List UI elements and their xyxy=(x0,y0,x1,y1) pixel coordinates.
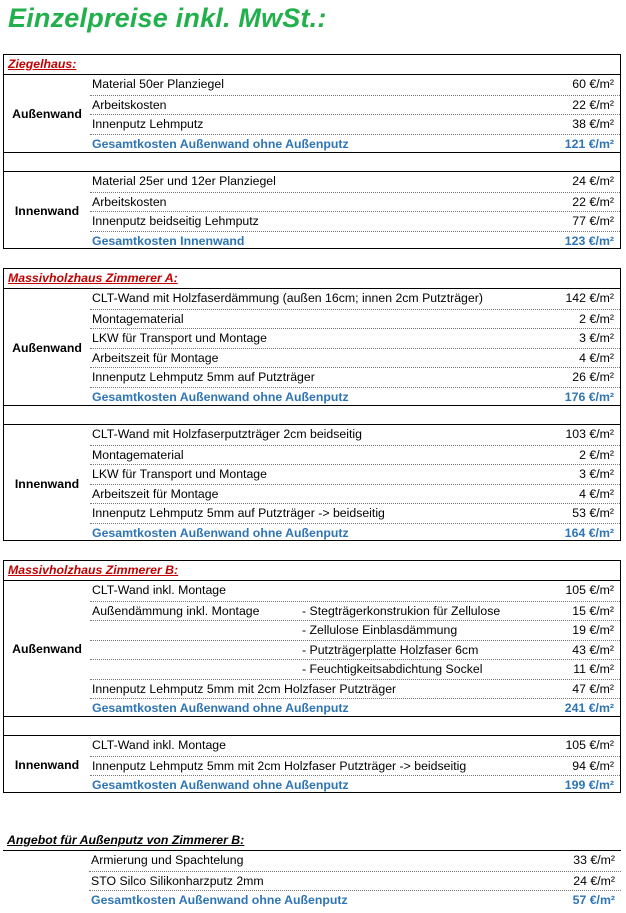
row-desc: Innenputz Lehmputz 5mm auf Putzträger xyxy=(92,370,315,384)
row-desc: Innenputz Lehmputz 5mm mit 2cm Holzfaser Putzträger xyxy=(92,681,397,696)
section-zimmerer-b xyxy=(3,560,621,793)
group-innenwand xyxy=(4,424,620,542)
row-desc: CLT-Wand inkl. Montage xyxy=(92,583,226,597)
row-desc: Armierung und Spachtelung xyxy=(91,853,244,867)
row-value: 103 €/m² xyxy=(565,427,614,441)
section-title: Massivholzhaus Zimmerer B: xyxy=(8,563,179,577)
divider xyxy=(4,405,620,406)
row-desc: Gesamtkosten Außenwand ohne Außenputz xyxy=(92,389,349,404)
row-value: 4 €/m² xyxy=(579,486,614,501)
table-row xyxy=(90,581,620,601)
divider xyxy=(4,716,620,717)
row-value: 164 €/m² xyxy=(564,525,614,540)
table-row xyxy=(90,736,620,756)
row-value: 94 €/m² xyxy=(572,758,614,773)
row-value: 3 €/m² xyxy=(579,467,614,481)
row-desc: Montagematerial xyxy=(92,311,184,326)
row-value: 4 €/m² xyxy=(579,350,614,365)
total-row xyxy=(90,775,620,796)
group-innenwand xyxy=(4,735,620,794)
row-value: 60 €/m² xyxy=(572,77,614,91)
row-value: 142 €/m² xyxy=(565,291,614,305)
row-value: 47 €/m² xyxy=(572,681,614,696)
row-value: 2 €/m² xyxy=(579,447,614,462)
group-label: Außenwand xyxy=(12,642,82,656)
section-angebot xyxy=(3,831,621,911)
group-aussenwand xyxy=(4,580,620,717)
table-row xyxy=(90,484,620,505)
table-row xyxy=(90,309,620,330)
section-title: Massivholzhaus Zimmerer A: xyxy=(8,271,178,285)
table-row xyxy=(90,503,620,524)
group-label: Außenwand xyxy=(12,107,82,121)
table-row xyxy=(90,367,620,388)
row-desc: LKW für Transport und Montage xyxy=(92,467,267,481)
table-row xyxy=(90,75,620,95)
group-aussenwand xyxy=(4,74,620,153)
row-value: 3 €/m² xyxy=(579,331,614,345)
row-value: 77 €/m² xyxy=(572,214,614,228)
row-desc: CLT-Wand inkl. Montage xyxy=(92,738,226,752)
total-row xyxy=(89,890,621,911)
section-title: Angebot für Außenputz von Zimmerer B: xyxy=(7,833,245,847)
table-row xyxy=(90,425,620,445)
section-ziegelhaus xyxy=(3,54,621,249)
row-value: 19 €/m² xyxy=(572,623,614,637)
group-label: Innenwand xyxy=(14,758,80,772)
table-row xyxy=(90,95,620,116)
group-label: Außenwand xyxy=(12,340,82,355)
row-value: 199 €/m² xyxy=(564,778,614,792)
row-value: 105 €/m² xyxy=(565,583,614,597)
row-sub: - Zellulose Einblasdämmung xyxy=(302,623,458,637)
table-row xyxy=(90,445,620,466)
table-row xyxy=(90,192,620,213)
row-value: 241 €/m² xyxy=(564,701,614,715)
table-row xyxy=(90,601,620,622)
page-title: Einzelpreise inkl. MwSt.: xyxy=(8,3,327,33)
row-desc: Arbeitszeit für Montage xyxy=(92,486,219,501)
row-value: 33 €/m² xyxy=(573,853,615,867)
total-row xyxy=(90,134,620,155)
row-value: 53 €/m² xyxy=(572,506,614,520)
row-sub: - Stegträgerkonstrukion für Zellulose xyxy=(302,603,501,618)
row-desc: Arbeitskosten xyxy=(92,97,167,112)
table-row xyxy=(90,348,620,369)
divider xyxy=(4,152,620,153)
table-row xyxy=(90,172,620,192)
row-value: 38 €/m² xyxy=(572,117,614,131)
row-desc: Montagematerial xyxy=(92,447,184,462)
row-value: 26 €/m² xyxy=(572,370,614,384)
table-row xyxy=(90,640,620,661)
row-desc: Material 25er und 12er Planziegel xyxy=(92,174,276,188)
table-row xyxy=(90,289,620,309)
group-label: Innenwand xyxy=(14,204,80,218)
row-value: 105 €/m² xyxy=(565,738,614,752)
row-desc: Gesamtkosten Außenwand ohne Außenputz xyxy=(91,893,348,907)
row-desc: Außendämmung inkl. Montage xyxy=(92,603,260,618)
row-desc: Material 50er Planziegel xyxy=(92,77,224,91)
group-innenwand xyxy=(4,171,620,250)
row-value: 57 €/m² xyxy=(572,893,615,907)
section-zimmerer-a xyxy=(3,268,621,541)
table-row xyxy=(90,679,620,700)
row-desc: Innenputz beidseitig Lehmputz xyxy=(92,214,259,228)
row-desc: LKW für Transport und Montage xyxy=(92,331,267,345)
section-title: Ziegelhaus: xyxy=(8,57,77,71)
table-row xyxy=(90,659,620,680)
table-row xyxy=(90,756,620,777)
row-value: 121 €/m² xyxy=(564,136,614,151)
row-value: 22 €/m² xyxy=(572,97,614,112)
row-desc: STO Silco Silikonharzputz 2mm xyxy=(91,873,264,888)
row-sub: - Feuchtigkeitsabdichtung Sockel xyxy=(302,662,483,676)
row-value: 22 €/m² xyxy=(572,194,614,209)
row-value: 24 €/m² xyxy=(573,873,615,888)
row-desc: Gesamtkosten Außenwand ohne Außenputz xyxy=(92,778,349,792)
row-desc: Innenputz Lehmputz xyxy=(92,117,204,131)
row-value: 11 €/m² xyxy=(573,662,614,676)
table-row xyxy=(90,114,620,135)
table-row xyxy=(90,211,620,232)
total-row xyxy=(90,387,620,408)
table-row xyxy=(89,871,621,892)
table-row xyxy=(90,328,620,349)
row-desc: Arbeitskosten xyxy=(92,194,167,209)
row-desc: Innenputz Lehmputz 5mm auf Putzträger -> beidseitig xyxy=(92,506,385,520)
row-desc: Gesamtkosten Außenwand ohne Außenputz xyxy=(92,525,349,540)
row-desc: CLT-Wand mit Holzfaserdämmung (außen 16cm; innen 2cm Putzträger) xyxy=(92,291,483,305)
row-desc: Gesamtkosten Außenwand ohne Außenputz xyxy=(92,136,349,151)
row-value: 2 €/m² xyxy=(579,311,614,326)
row-value: 123 €/m² xyxy=(564,233,614,248)
total-row xyxy=(90,523,620,544)
table-row xyxy=(90,464,620,485)
total-row xyxy=(90,231,620,252)
row-value: 15 €/m² xyxy=(572,603,614,618)
row-sub: - Putzträgerplatte Holzfaser 6cm xyxy=(302,642,479,657)
group-label: Innenwand xyxy=(14,476,80,491)
row-desc: CLT-Wand mit Holzfaserputzträger 2cm beidseitig xyxy=(92,427,362,441)
row-value: 176 €/m² xyxy=(564,389,614,404)
table-row xyxy=(89,851,621,871)
row-value: 24 €/m² xyxy=(572,174,614,188)
row-desc: Gesamtkosten Außenwand ohne Außenputz xyxy=(92,701,349,715)
row-value: 43 €/m² xyxy=(572,642,614,657)
table-row xyxy=(90,620,620,641)
row-desc: Innenputz Lehmputz 5mm mit 2cm Holzfaser Putzträger -> beidseitig xyxy=(92,758,467,773)
group-aussenwand xyxy=(4,288,620,406)
group-angebot xyxy=(3,850,621,910)
row-desc: Arbeitszeit für Montage xyxy=(92,350,219,365)
row-desc: Gesamtkosten Innenwand xyxy=(92,233,245,248)
